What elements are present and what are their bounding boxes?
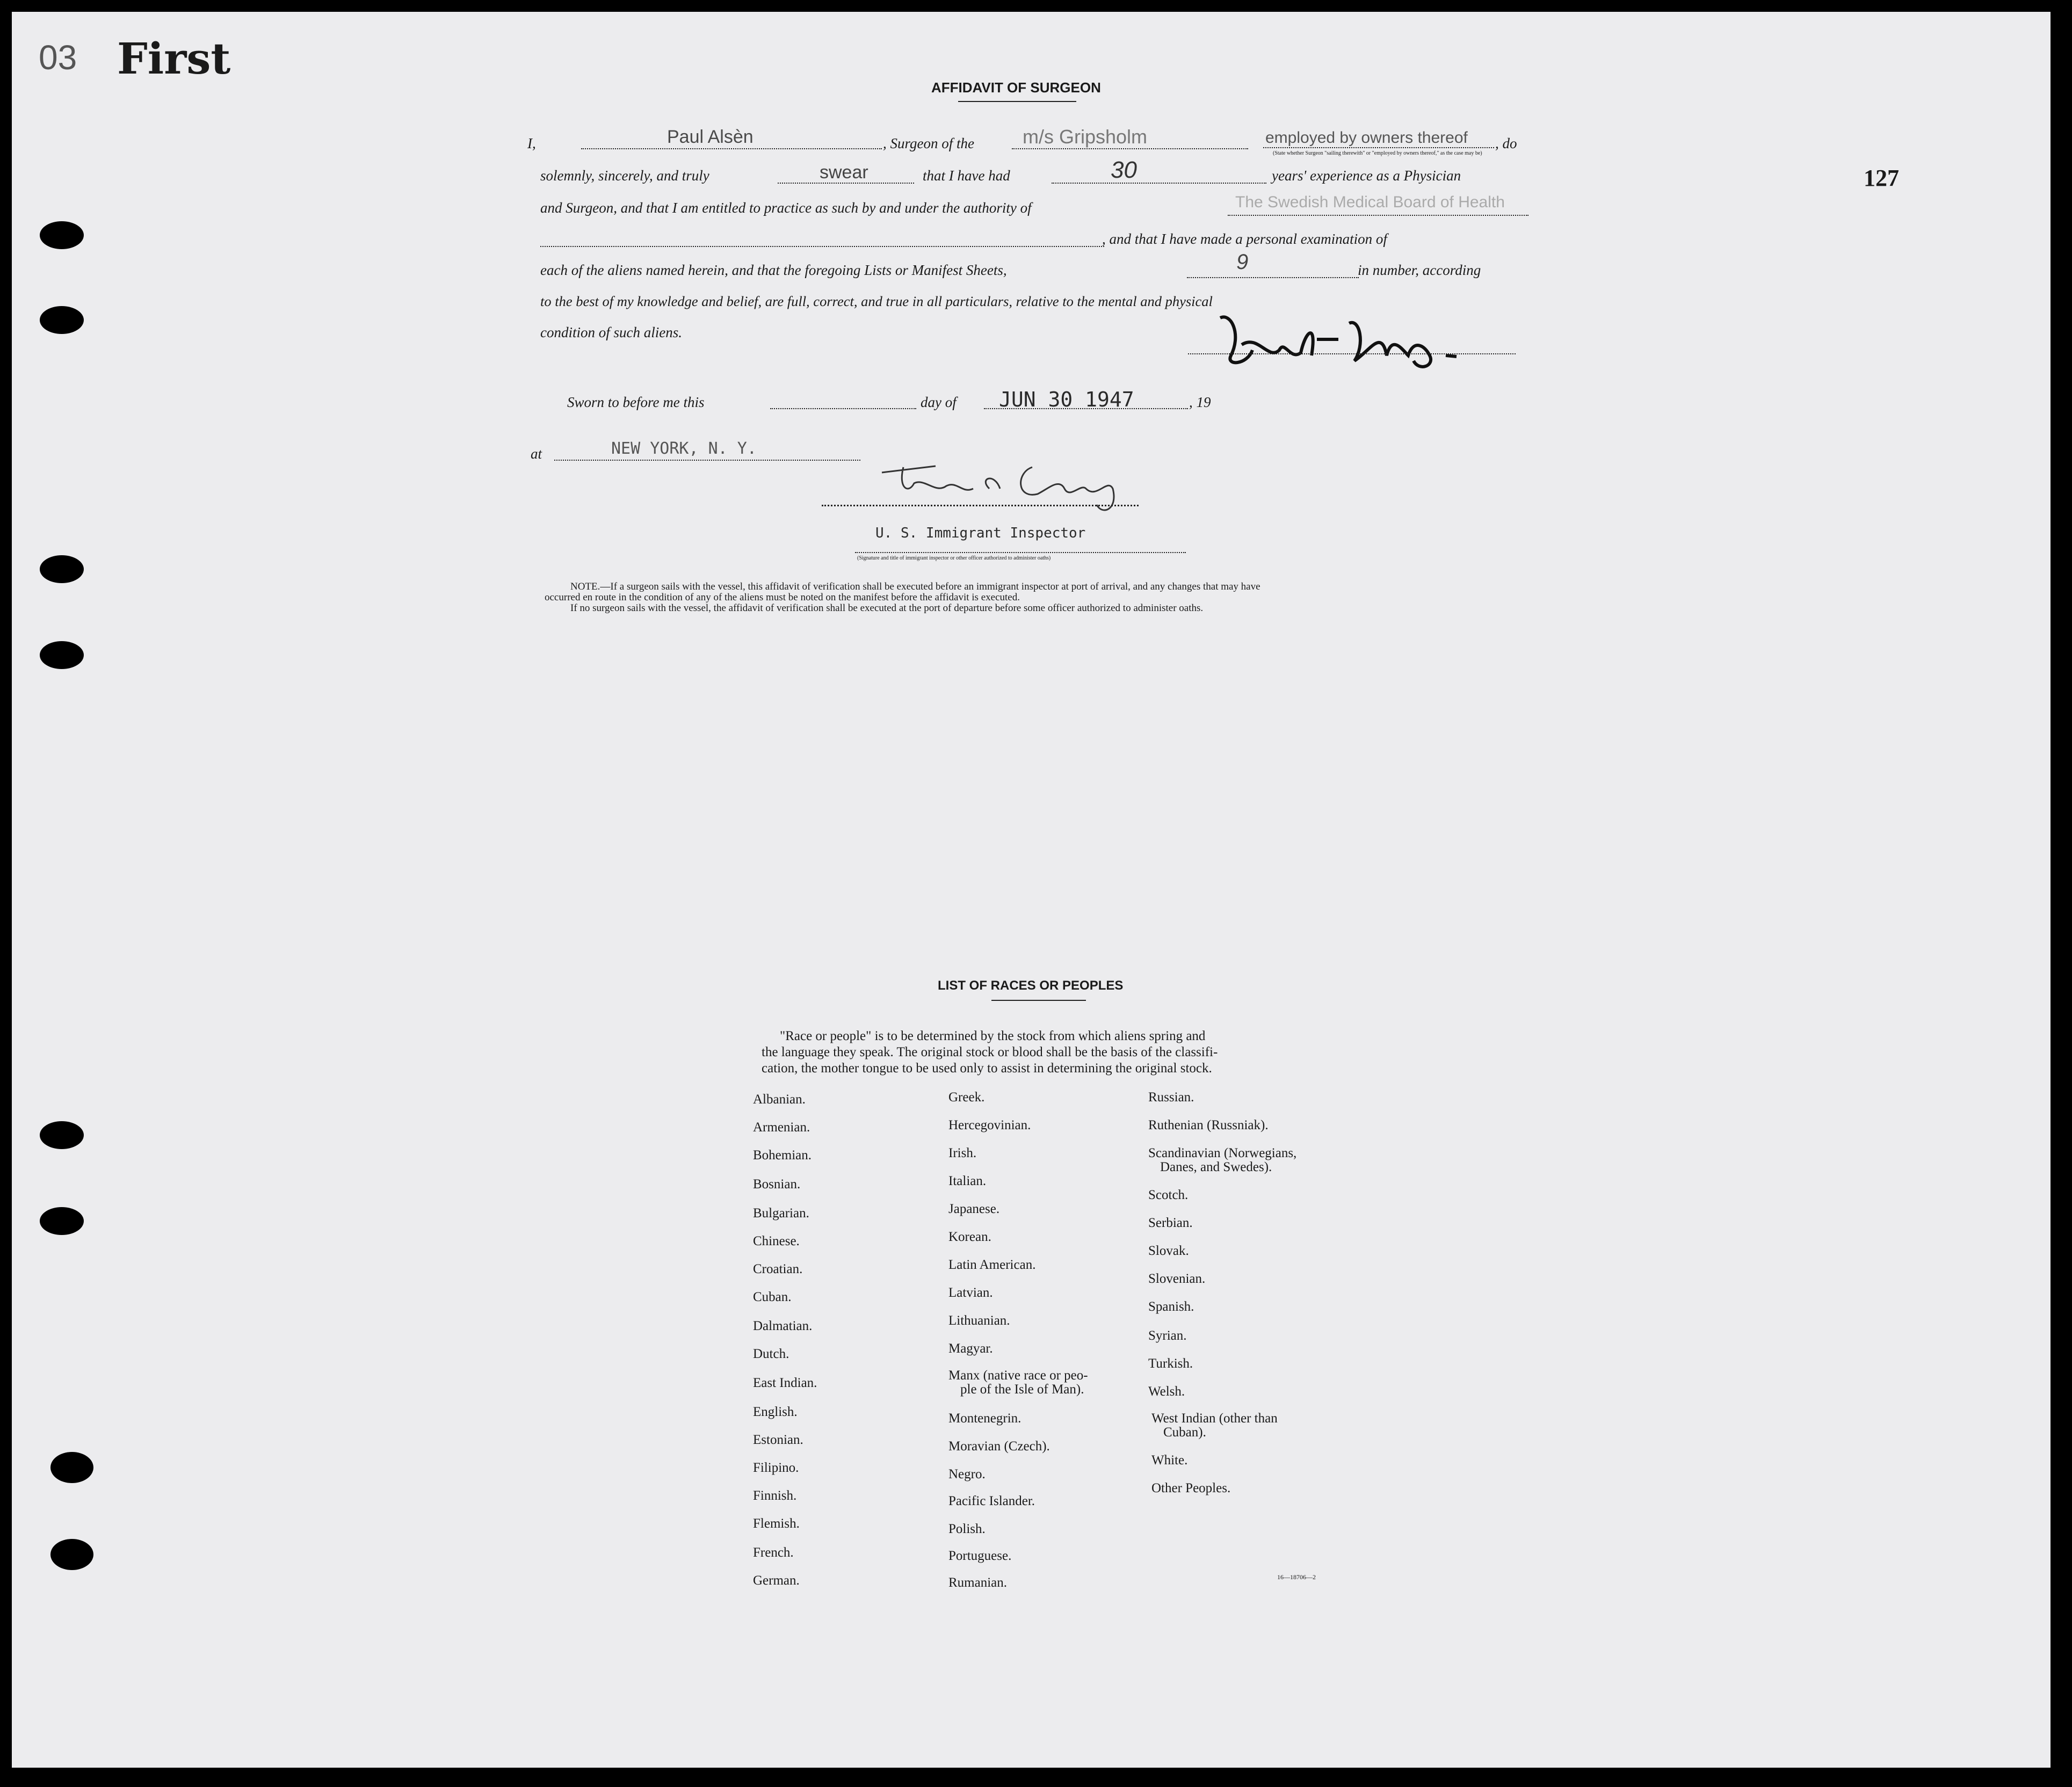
oath: swear (820, 162, 868, 183)
sworn-day-of: day of (921, 394, 957, 410)
title-rule (958, 101, 1076, 102)
affidavit-text: and Surgeon, and that I am entitled to practice as such by and under the authority of (540, 200, 1032, 216)
race-item: Lithuanian. (948, 1313, 1010, 1328)
race-item: Bulgarian. (753, 1206, 809, 1221)
vessel-name: m/s Gripsholm (1023, 126, 1148, 148)
surgeon-name-field (581, 148, 882, 149)
race-item: Hercegovinian. (948, 1118, 1031, 1132)
affidavit-note-line3: If no surgeon sails with the vessel, the affidavit of verification shall be executed at the port of departure before some officer authorized to administer oaths. (570, 602, 1204, 614)
race-item: Syrian. (1148, 1328, 1187, 1343)
affidavit-text: condition of such aliens. (540, 324, 682, 340)
sworn-year: , 19 (1189, 394, 1211, 410)
class-label: First (117, 33, 231, 84)
pencil-mark: 03 (39, 38, 77, 77)
punch-hole (40, 306, 84, 334)
surgeon-signature-line (1188, 353, 1516, 354)
affidavit-text: in number, according (1358, 262, 1481, 278)
race-item: Albanian. (753, 1092, 806, 1107)
race-item: English. (753, 1405, 798, 1419)
race-item: Other Peoples. (1151, 1481, 1231, 1495)
punch-hole (50, 1539, 93, 1570)
races-title-rule (991, 1000, 1086, 1001)
race-item: Irish. (948, 1146, 977, 1160)
race-item: ple of the Isle of Man). (960, 1382, 1084, 1397)
document-page (12, 12, 2051, 1768)
race-item: West Indian (other than (1151, 1411, 1278, 1426)
sheets: 9 (1236, 250, 1249, 274)
race-item: Danes, and Swedes). (1160, 1160, 1272, 1174)
authority-field-cont (540, 246, 1104, 247)
race-item: Cuban. (753, 1290, 792, 1304)
place-stamp: NEW YORK, N. Y. (611, 439, 757, 458)
authority: The Swedish Medical Board of Health (1235, 193, 1505, 211)
punch-hole (50, 1452, 93, 1483)
race-item: East Indian. (753, 1376, 817, 1390)
page-number: 127 (1864, 165, 1899, 191)
affidavit-text: solemnly, sincerely, and truly (540, 168, 709, 184)
race-item: Russian. (1148, 1090, 1194, 1105)
inspector-signature-line (822, 505, 1139, 506)
race-item: Japanese. (948, 1202, 1000, 1216)
inspector-line (855, 552, 1186, 553)
race-item: Estonian. (753, 1433, 803, 1447)
sworn-date-stamp: JUN 30 1947 (999, 388, 1134, 411)
affidavit-text: , and that I have made a personal examination of (1102, 231, 1387, 247)
race-item: Latin American. (948, 1258, 1036, 1272)
punch-hole (40, 555, 84, 583)
punch-hole (40, 1121, 84, 1149)
inspector-signature (871, 456, 1140, 515)
affidavit-text: years' experience as a Physician (1272, 168, 1461, 184)
race-item: Manx (native race or peo- (948, 1368, 1088, 1383)
races-intro-line1: "Race or people" is to be determined by the stock from which aliens spring and (780, 1029, 1206, 1043)
race-item: Flemish. (753, 1516, 800, 1531)
race-item: Turkish. (1148, 1356, 1193, 1371)
sworn-label: Sworn to before me this (567, 394, 705, 410)
race-item: Moravian (Czech). (948, 1439, 1050, 1454)
form-number: 16—18706—2 (1277, 1573, 1316, 1581)
affidavit-text: , do (1495, 135, 1517, 151)
years-field (1052, 183, 1266, 184)
race-item: Korean. (948, 1230, 991, 1244)
race-item: German. (753, 1573, 800, 1588)
race-item: Welsh. (1148, 1384, 1185, 1399)
race-item: Bohemian. (753, 1148, 812, 1163)
race-item: Pacific Islander. (948, 1494, 1035, 1508)
race-item: Filipino. (753, 1461, 799, 1475)
race-item: Cuban). (1163, 1425, 1206, 1440)
race-item: Chinese. (753, 1234, 800, 1248)
race-item: Negro. (948, 1467, 986, 1481)
race-item: Rumanian. (948, 1575, 1008, 1590)
vessel-field (1012, 148, 1248, 149)
sheets-field (1187, 277, 1359, 278)
race-item: White. (1151, 1453, 1188, 1468)
race-item: Bosnian. (753, 1177, 801, 1192)
surgeon-signature (1209, 302, 1489, 372)
affidavit-note-line1: NOTE.—If a surgeon sails with the vessel, this affidavit of verification shall be executed before an immigrant inspector at port of arrival, and any changes that may have (570, 581, 1260, 592)
race-item: Ruthenian (Russniak). (1148, 1118, 1269, 1132)
affidavit-text: , Surgeon of the (883, 135, 974, 151)
race-item: Magyar. (948, 1341, 993, 1356)
races-intro-line2: the language they speak. The original stock or blood shall be the basis of the classifi- (762, 1045, 1218, 1059)
punch-hole (40, 1207, 84, 1235)
affidavit-note-line2: occurred en route in the condition of any of the aliens must be noted on the manifest before the affidavit is executed. (545, 592, 1020, 603)
inspector-caption: (Signature and title of immigrant inspector or other officer authorized to administer oaths) (857, 555, 1051, 561)
race-item: Slovenian. (1148, 1272, 1206, 1286)
race-item: Dalmatian. (753, 1319, 813, 1333)
inspector-title: U. S. Immigrant Inspector (875, 525, 1086, 541)
races-intro-line3: cation, the mother tongue to be used only to assist in determining the original stock. (762, 1061, 1212, 1076)
affidavit-text: I, (527, 135, 536, 151)
affidavit-text: to the best of my knowledge and belief, are full, correct, and true in all particulars, relative to the mental and physical (540, 293, 1213, 309)
surgeon-name: Paul Alsèn (667, 127, 754, 147)
punch-hole (40, 641, 84, 669)
race-item: Montenegrin. (948, 1411, 1021, 1426)
employment-field (1263, 147, 1494, 148)
at-label: at (531, 446, 542, 462)
race-item: Dutch. (753, 1347, 789, 1361)
affidavit-title: AFFIDAVIT OF SURGEON (931, 79, 1101, 96)
affidavit-text: that I have had (923, 168, 1010, 184)
races-title: LIST OF RACES OR PEOPLES (938, 978, 1124, 993)
place-field (554, 460, 860, 461)
race-item: Scandinavian (Norwegians, (1148, 1146, 1297, 1160)
race-item: Greek. (948, 1090, 985, 1105)
affidavit-text: each of the aliens named herein, and that the foregoing Lists or Manifest Sheets, (540, 262, 1007, 278)
race-item: Croatian. (753, 1262, 803, 1276)
race-item: Slovak. (1148, 1244, 1189, 1258)
authority-field (1228, 215, 1528, 216)
employment: employed by owners thereof (1265, 129, 1468, 147)
employment-note: (State whether Surgeon "sailing therewith" or "employed by owners thereof," as the case may be) (1273, 150, 1482, 156)
race-item: Portuguese. (948, 1549, 1012, 1563)
race-item: Italian. (948, 1174, 987, 1188)
race-item: Serbian. (1148, 1216, 1193, 1230)
sworn-day-field (770, 408, 916, 409)
race-item: French. (753, 1545, 794, 1560)
race-item: Finnish. (753, 1488, 797, 1503)
race-item: Armenian. (753, 1120, 810, 1135)
race-item: Latvian. (948, 1285, 993, 1300)
years: 30 (1111, 157, 1137, 183)
race-item: Spanish. (1148, 1299, 1194, 1314)
punch-hole (40, 221, 84, 249)
race-item: Polish. (948, 1522, 986, 1536)
race-item: Scotch. (1148, 1188, 1189, 1202)
